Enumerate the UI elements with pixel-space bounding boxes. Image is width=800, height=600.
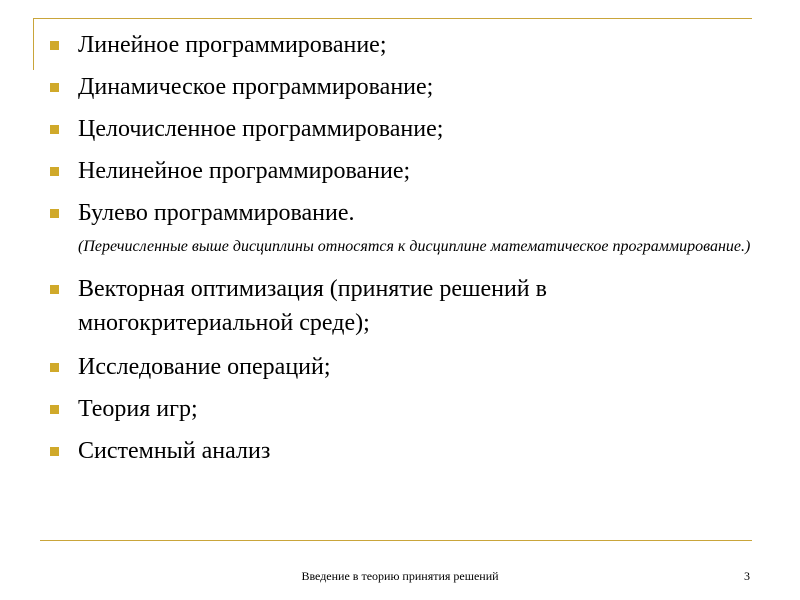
list-item-text: Векторная оптимизация (принятие решений в многокритериальной среде);: [78, 276, 547, 336]
top-divider: [33, 18, 752, 19]
list-item-text: Целочисленное программирование;: [78, 116, 444, 142]
italic-note: (Перечисленные выше дисциплины относятся к дисциплине математическое программирование.): [78, 238, 751, 255]
list-item-text: Теория игр;: [78, 396, 198, 422]
left-accent-line: [33, 18, 34, 70]
list-item-text: Исследование операций;: [78, 354, 331, 380]
list-item: [48, 28, 758, 62]
list-item: [48, 272, 758, 340]
square-bullet-icon: [50, 405, 59, 414]
square-bullet-icon: [50, 125, 59, 134]
page-number: 3: [744, 569, 750, 583]
list-item: [48, 392, 758, 426]
list-item: [48, 196, 758, 230]
list-item: [48, 434, 758, 468]
list-item-text: Динамическое программирование;: [78, 74, 434, 100]
footer-title: Введение в теорию принятия решений: [301, 569, 499, 583]
list-item: [48, 112, 758, 146]
square-bullet-icon: [50, 285, 59, 294]
bottom-divider: [40, 540, 752, 541]
list-item-text: Линейное программирование;: [78, 32, 387, 58]
list-item: [48, 350, 758, 384]
note-block: [48, 234, 758, 260]
list-item-text: Булево программирование.: [78, 200, 355, 226]
list-item-text: Нелинейное программирование;: [78, 158, 411, 184]
square-bullet-icon: [50, 447, 59, 456]
bullet-list: [48, 28, 758, 476]
square-bullet-icon: [50, 83, 59, 92]
list-item: [48, 70, 758, 104]
square-bullet-icon: [50, 41, 59, 50]
square-bullet-icon: [50, 167, 59, 176]
square-bullet-icon: [50, 363, 59, 372]
square-bullet-icon: [50, 209, 59, 218]
list-item: [48, 154, 758, 188]
list-item-text: Системный анализ: [78, 438, 271, 464]
